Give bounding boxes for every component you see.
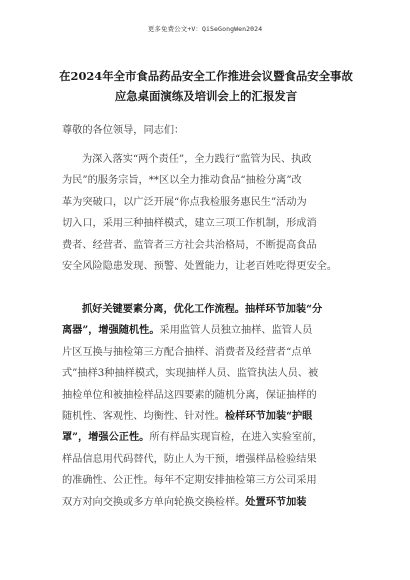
greeting-text: 尊敬的各位领导，同志们： [62,125,185,136]
title-line-1: 在2024年全市食品药品安全工作推进会议暨食品安全事故 [59,69,353,83]
page-header: 更多免费公文+V：QiSeGongWen2024 [147,25,263,33]
body-text: 所有样品实现盲检，在进入实验室前， [149,432,323,444]
paragraph-1-line: 切入口，采用三种抽样模式，建立三项工作机制，形成消 [62,218,317,230]
paragraph-1-line: 费者、经营者、监管者三方社会共治格局，不断提高食品 [62,239,317,251]
subheading-bold: 离器”，增强随机性。 [62,324,160,337]
paragraph-1-line: 为深入落实“两个责任”，全力践行“监管为民、执政 [82,154,312,165]
subheading-bold: 检样环节加装“护眼 [225,409,313,422]
subheading-bold: 罩”，增强公正性。 [62,431,150,444]
paragraph-2-line: 抽检单位和被抽检样品这四要素的随机分离，保证抽样的 [62,389,317,401]
document-title [56,66,356,106]
paragraph-2-line: 片区互换与抽检第三方配合抽样、消费者及经营者“点单 [62,346,312,358]
body-text: 随机性、客观性、均衡性、针对性。 [62,410,225,422]
paragraph-2-line: 式”抽样3种抽样模式，实现抽样人员、监管执法人员、被 [62,368,319,380]
title-line-2: 应急桌面演练及培训会上的汇报发言 [114,89,298,103]
paragraph-1 [62,149,352,277]
paragraph-2-line [62,427,352,448]
paragraph-1-line: 安全风险隐患发现、预警、处置能力，让老百姓吃得更安全。 [62,260,338,272]
body-text: 双方对向交换或多方单向轮换交换检样。 [62,496,246,508]
subheading-bold: 处置环节加装 [245,495,307,508]
paragraph-1-line: 为民”的服务宗旨，**区以全力推动食品“抽检分离”改 [62,175,302,187]
paragraph-2-line: 的准确性、公正性。每年不定期安排抽检第三方公司采用 [62,475,317,487]
paragraph-2-line [62,320,352,341]
paragraph-2-line [62,299,352,320]
paragraph-2-line [62,492,352,513]
section-heading: 抓好关键要素分离，优化工作流程。抽样环节加装“分 [82,303,323,315]
paragraph-2-line: 样品信息用代码替代，防止人为干预，增强样品检验结果 [62,453,317,465]
body-text: 采用监管人员独立抽样、监管人员 [159,325,313,337]
greeting [62,120,352,141]
paragraph-2 [62,299,352,513]
paragraph-1-line: 革为突破口，以广泛开展“你点我检服务惠民生”活动为 [62,196,307,208]
paragraph-2-line [62,406,352,427]
